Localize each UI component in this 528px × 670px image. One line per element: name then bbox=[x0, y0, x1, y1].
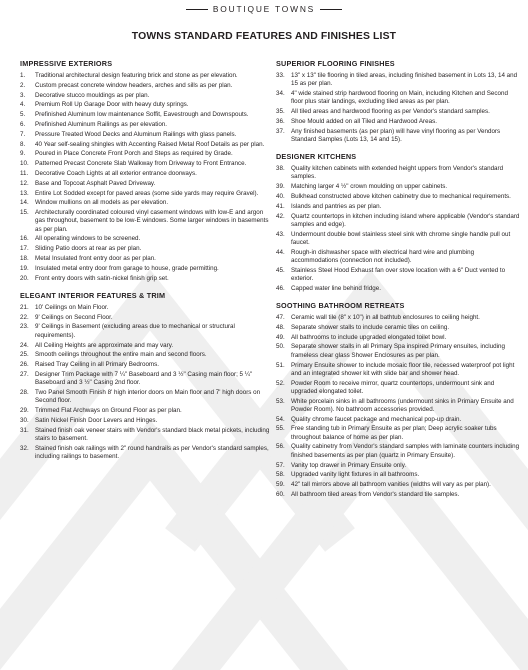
feature-item-text: Two Panel Smooth Finish 8' high interior doors on Main floor and 7' high doors on Second floor. bbox=[35, 388, 261, 405]
feature-item-number: 33. bbox=[276, 72, 285, 79]
feature-item-text: Quality cabinetry from Vendor's standard samples with laminate counters including finished basements as per plan (quartz in Primary Ensuite). bbox=[291, 443, 520, 459]
feature-item bbox=[20, 445, 270, 462]
feature-item-number: 40. bbox=[276, 193, 285, 201]
feature-item bbox=[276, 398, 520, 415]
feature-item-text: Designer Trim Package with 7 ¼" Baseboard and 3 ½" Casing main floor; 5 ¼" Baseboard and 3 ½" Casing 2nd floor. bbox=[35, 370, 253, 387]
feature-item bbox=[20, 209, 270, 234]
feature-item-text: Custom precast concrete window headers, arches and sills as per plan. bbox=[35, 81, 233, 89]
feature-item bbox=[20, 235, 270, 243]
feature-item-text: Sliding Patio doors at rear as per plan. bbox=[35, 245, 142, 253]
feature-item bbox=[276, 231, 520, 248]
feature-item-number: 29. bbox=[20, 407, 29, 415]
feature-item bbox=[276, 380, 520, 397]
feature-item-text: Undermount double bowl stainless steel sink with chrome single handle pull out faucet. bbox=[291, 230, 511, 246]
brand-name: BOUTIQUE TOWNS bbox=[212, 4, 316, 14]
feature-item-text: Patterned Precast Concrete Slab Walkway from Driveway to Front Entrance. bbox=[35, 160, 247, 168]
feature-item bbox=[20, 361, 270, 369]
feature-item bbox=[20, 265, 270, 273]
feature-item-text: Quality kitchen cabinets with extended height uppers from Vendor's standard samples. bbox=[291, 165, 504, 181]
feature-item-text: 4" wide stained strip hardwood flooring on Main, including Kitchen and Second floor plus stair landings, excluding tiled areas as per plan. bbox=[291, 90, 508, 106]
feature-item bbox=[20, 389, 270, 406]
feature-item-text: Decorative stucco mouldings as per plan. bbox=[35, 91, 150, 99]
feature-item-number: 56. bbox=[276, 443, 285, 451]
features-section bbox=[276, 152, 520, 293]
feature-item-text: Separate shower stalls in all Primary Spa inspired Primary ensuites, including frameless clear glass Shower Enclosures as per plan. bbox=[291, 343, 505, 359]
feature-item-number: 46. bbox=[276, 284, 285, 292]
feature-item-number: 32. bbox=[20, 444, 29, 452]
feature-item-text: Upgraded vanity light fixtures in all bathrooms. bbox=[291, 471, 420, 479]
feature-item-text: Base and Topcoat Asphalt Paved Driveway. bbox=[35, 179, 156, 187]
feature-item-text: All bathrooms to include upgraded elongated toilet bowl. bbox=[291, 333, 447, 341]
feature-item-text: Ceramic wall tile (8" x 10") in all bathtub enclosures to ceiling height. bbox=[291, 314, 480, 322]
feature-item-text: Powder Room to receive mirror, quartz countertops, undermount sink and upgraded elongated toilet. bbox=[291, 379, 495, 395]
feature-item bbox=[20, 190, 270, 198]
feature-item-text: 42" tall mirrors above all bathroom vanities (widths will vary as per plan). bbox=[291, 481, 491, 489]
feature-item-text: Any finished basements (as per plan) will have vinyl flooring as per Vendors Standard Samples (Lots 13, 14 and 15). bbox=[291, 127, 501, 143]
feature-item-number: 19. bbox=[20, 264, 29, 272]
feature-item-number: 52. bbox=[276, 379, 285, 387]
feature-item-text: Poured in Place Concrete Front Porch and Steps as required by Grade. bbox=[35, 150, 233, 158]
section-heading: ELEGANT INTERIOR FEATURES & TRIM bbox=[20, 290, 166, 300]
feature-item bbox=[20, 121, 270, 129]
feature-item-number: 24. bbox=[20, 341, 29, 349]
section-heading: SOOTHING BATHROOM RETREATS bbox=[276, 301, 405, 311]
feature-item bbox=[20, 351, 270, 359]
feature-item-number: 6. bbox=[20, 120, 26, 128]
feature-item-number: 43. bbox=[276, 230, 285, 238]
feature-item-number: 50. bbox=[276, 343, 285, 351]
feature-item bbox=[276, 72, 520, 89]
feature-item-number: 47. bbox=[276, 314, 285, 322]
feature-item-number: 55. bbox=[276, 425, 285, 433]
feature-item-number: 12. bbox=[20, 179, 29, 187]
brand-rule-left bbox=[186, 9, 208, 10]
feature-item bbox=[276, 90, 520, 107]
feature-item-text: Bulkhead constructed above kitchen cabinetry due to mechanical requirements. bbox=[291, 193, 511, 201]
feature-item bbox=[20, 111, 270, 119]
feature-item-number: 44. bbox=[276, 248, 285, 256]
feature-item-number: 51. bbox=[276, 361, 285, 369]
feature-item-text: Primary Ensuite shower to include mosaic floor tile, recessed waterproof pot light and an integrated shower kit with slide bar and shower head. bbox=[291, 361, 515, 377]
feature-item-text: Traditional architectural design featuring brick and stone as per elevation. bbox=[35, 72, 238, 79]
feature-item bbox=[20, 101, 270, 109]
brand-rule-right bbox=[320, 9, 342, 10]
feature-item-number: 21. bbox=[20, 303, 29, 311]
feature-item-text: Premium Roll Up Garage Door with heavy duty springs. bbox=[35, 101, 189, 109]
feature-item bbox=[276, 118, 520, 126]
feature-item bbox=[276, 267, 520, 284]
section-heading: SUPERIOR FLOORING FINISHES bbox=[276, 59, 395, 68]
feature-item-text: Islands and pantries as per plan. bbox=[291, 202, 382, 210]
feature-item-text: Quality chrome faucet package and mechanical pop-up drain. bbox=[291, 415, 462, 423]
feature-item-number: 48. bbox=[276, 323, 285, 331]
section-heading: IMPRESSIVE EXTERIORS bbox=[20, 59, 113, 68]
feature-item-text: Front entry doors with satin-nickel finish grip set. bbox=[35, 274, 169, 282]
features-section bbox=[276, 301, 520, 499]
section-heading: DESIGNER KITCHENS bbox=[276, 152, 357, 162]
feature-item bbox=[20, 275, 270, 283]
feature-item bbox=[20, 170, 270, 178]
feature-item-text: Window mullions on all models as per elevation. bbox=[35, 199, 169, 207]
feature-item-text: White porcelain sinks in all bathrooms (undermount sinks in Primary Ensuite and Powder Room). No bathroom accessories provided. bbox=[291, 397, 514, 413]
feature-item bbox=[276, 481, 520, 489]
feature-item bbox=[276, 425, 520, 442]
feature-item bbox=[276, 471, 520, 479]
feature-item-number: 60. bbox=[276, 490, 285, 498]
feature-item-number: 15. bbox=[20, 209, 29, 217]
feature-item-text: Pressure Treated Wood Decks and Aluminum Railings with glass panels. bbox=[35, 130, 237, 138]
feature-item bbox=[276, 193, 520, 201]
feature-item-number: 39. bbox=[276, 183, 285, 191]
feature-item-number: 53. bbox=[276, 397, 285, 405]
feature-item-number: 36. bbox=[276, 117, 285, 125]
feature-item-number: 49. bbox=[276, 333, 285, 341]
feature-item-text: 10' Ceilings on Main Floor. bbox=[35, 303, 109, 311]
feature-item-text: 13" x 13" tile flooring in tiled areas, including finished basement in Lots 13, 14 and 15 as per plan. bbox=[291, 72, 518, 88]
feature-item-number: 57. bbox=[276, 461, 285, 469]
feature-item-text: 9' Ceilings on Second Floor. bbox=[35, 313, 113, 321]
feature-item-number: 35. bbox=[276, 108, 285, 116]
feature-item bbox=[276, 324, 520, 332]
feature-item bbox=[20, 199, 270, 207]
feature-item bbox=[20, 180, 270, 188]
feature-item-number: 18. bbox=[20, 255, 29, 263]
feature-item bbox=[276, 443, 520, 460]
feature-item bbox=[20, 407, 270, 415]
feature-item bbox=[276, 491, 520, 499]
feature-item bbox=[20, 131, 270, 139]
feature-item-text: Raised Tray Ceiling in all Primary Bedrooms. bbox=[35, 361, 160, 369]
feature-item-text: Prefinished Aluminum low maintenance Soffit, Eavestrough and Downspouts. bbox=[35, 111, 249, 119]
feature-item-text: All tiled areas and hardwood flooring as per Vendor's standard samples. bbox=[291, 108, 490, 116]
feature-item-number: 20. bbox=[20, 274, 29, 282]
brand-header bbox=[0, 2, 528, 16]
feature-item-text: All bathroom tiled areas from Vendor's standard tile samples. bbox=[291, 490, 460, 498]
feature-item-text: Free standing tub in Primary Ensuite as per plan; Deep acrylic soaker tubs throughout balance of home as per plan. bbox=[291, 425, 497, 441]
feature-item bbox=[20, 342, 270, 350]
feature-item-number: 26. bbox=[20, 361, 29, 369]
feature-item-text: Prefinished Aluminum Railings as per elevation. bbox=[35, 120, 168, 128]
feature-item-text: Satin Nickel Finish Door Levers and Hinges. bbox=[35, 416, 158, 424]
feature-item-text: Quartz countertops in kitchen including island where applicable (Vendor's standard samples and edge). bbox=[291, 212, 520, 228]
feature-item-text: 40 Year self-sealing shingles with Accenting Raised Metal Roof Details as per plan. bbox=[35, 140, 265, 148]
feature-item-number: 37. bbox=[276, 127, 285, 135]
feature-item-number: 23. bbox=[20, 323, 29, 331]
feature-item-number: 13. bbox=[20, 189, 29, 197]
feature-item bbox=[20, 245, 270, 253]
feature-item-text: 9' Ceilings in Basement (excluding areas due to mechanical or structural requirements). bbox=[35, 323, 235, 339]
feature-item bbox=[276, 249, 520, 266]
feature-item-number: 59. bbox=[276, 481, 285, 489]
feature-item bbox=[20, 427, 270, 444]
feature-item-number: 28. bbox=[20, 388, 29, 396]
feature-item-number: 30. bbox=[20, 416, 29, 424]
feature-item-number: 31. bbox=[20, 426, 29, 434]
feature-item-text: Separate shower stalls to include ceramic tiles on ceiling. bbox=[291, 323, 450, 331]
feature-item-number: 14. bbox=[20, 199, 29, 207]
feature-item bbox=[276, 183, 520, 191]
feature-item-number: 34. bbox=[276, 90, 285, 98]
feature-item-number: 17. bbox=[20, 245, 29, 253]
feature-item-number: 3. bbox=[20, 91, 26, 99]
feature-item-number: 11. bbox=[20, 169, 29, 177]
page-title: TOWNS STANDARD FEATURES AND FINISHES LIST bbox=[131, 31, 397, 42]
feature-item bbox=[20, 255, 270, 263]
feature-item-number: 1. bbox=[20, 72, 26, 79]
feature-item-number: 22. bbox=[20, 313, 29, 321]
feature-item bbox=[20, 82, 270, 90]
features-section bbox=[276, 59, 520, 144]
feature-item bbox=[276, 462, 520, 470]
feature-item-number: 41. bbox=[276, 202, 285, 210]
feature-item bbox=[276, 416, 520, 424]
feature-item-number: 10. bbox=[20, 160, 29, 168]
feature-item-text: Matching larger 4 ½" crown moulding on upper cabinets. bbox=[291, 183, 448, 191]
feature-item-number: 16. bbox=[20, 235, 29, 243]
feature-item bbox=[20, 323, 270, 340]
feature-item-text: All Ceiling Heights are approximate and may vary. bbox=[35, 341, 174, 349]
right-column bbox=[276, 59, 520, 507]
features-section bbox=[20, 59, 270, 283]
feature-item-text: Decorative Coach Lights at all exterior entrance doorways. bbox=[35, 169, 197, 177]
feature-item-text: Vanity top drawer in Primary Ensuite only. bbox=[291, 461, 407, 469]
feature-item-text: Capped water line behind fridge. bbox=[291, 284, 381, 292]
feature-item-number: 7. bbox=[20, 130, 26, 138]
feature-item bbox=[276, 314, 520, 322]
feature-item bbox=[276, 203, 520, 211]
feature-item bbox=[276, 108, 520, 116]
feature-item bbox=[20, 92, 270, 100]
feature-item-number: 38. bbox=[276, 165, 285, 173]
feature-item-text: Insulated metal entry door from garage to house, grade permitting. bbox=[35, 264, 219, 272]
feature-item-text: Stained finish oak railings with 2" round handrails as per Vendor's standard samples, including railings to basement. bbox=[35, 444, 269, 460]
feature-item-number: 2. bbox=[20, 81, 26, 89]
feature-item bbox=[276, 128, 520, 145]
feature-item-text: Trimmed Flat Archways on Ground Floor as per plan. bbox=[35, 407, 182, 415]
feature-item-number: 9. bbox=[20, 150, 26, 158]
feature-item-text: Rough-in dishwasher space with electrical hard wire and plumbing accommodations (connection not included). bbox=[291, 248, 475, 264]
feature-item bbox=[20, 417, 270, 425]
feature-item-text: Shoe Mould added on all Tiled and Hardwood Areas. bbox=[291, 117, 437, 125]
feature-item-text: Stainless Steel Hood Exhaust fan over stove location with a 6" Duct vented to exterior. bbox=[291, 266, 506, 283]
feature-item bbox=[276, 165, 520, 182]
feature-item bbox=[20, 371, 270, 388]
feature-item-number: 42. bbox=[276, 212, 285, 220]
feature-item bbox=[20, 72, 270, 80]
feature-item-number: 8. bbox=[20, 140, 26, 148]
feature-item bbox=[20, 141, 270, 149]
feature-item-text: Stained finish oak veneer stairs with Vendor's standard black metal pickets, including stairs to basement. bbox=[35, 426, 270, 442]
feature-item-text: Architecturally coordinated coloured vinyl casement windows with low-E and argon gas throughout, basement to be low-E windows. Some larger windows in basements as per plan. bbox=[35, 209, 269, 233]
feature-item bbox=[276, 334, 520, 342]
features-section bbox=[20, 291, 270, 461]
feature-item-text: Metal Insulated front entry door as per plan. bbox=[35, 255, 156, 263]
feature-item-text: Entire Lot Sodded except for paved areas (some side yards may require Gravel). bbox=[35, 189, 259, 197]
feature-item-number: 5. bbox=[20, 111, 26, 119]
feature-item-text: All operating windows to be screened. bbox=[35, 235, 141, 243]
left-column bbox=[20, 59, 270, 469]
feature-item-number: 25. bbox=[20, 351, 29, 359]
feature-item bbox=[276, 343, 520, 360]
feature-item bbox=[276, 362, 520, 379]
feature-item bbox=[276, 213, 520, 230]
feature-item-number: 27. bbox=[20, 370, 29, 378]
feature-item bbox=[20, 150, 270, 158]
feature-item-number: 4. bbox=[20, 101, 26, 109]
feature-item bbox=[20, 314, 270, 322]
feature-item-text: Smooth ceilings throughout the entire main and second floors. bbox=[35, 351, 207, 359]
feature-item-number: 58. bbox=[276, 471, 285, 479]
feature-item bbox=[276, 285, 520, 293]
feature-item bbox=[20, 160, 270, 168]
feature-item-number: 45. bbox=[276, 266, 285, 274]
feature-item bbox=[20, 304, 270, 312]
feature-item-number: 54. bbox=[276, 415, 285, 423]
